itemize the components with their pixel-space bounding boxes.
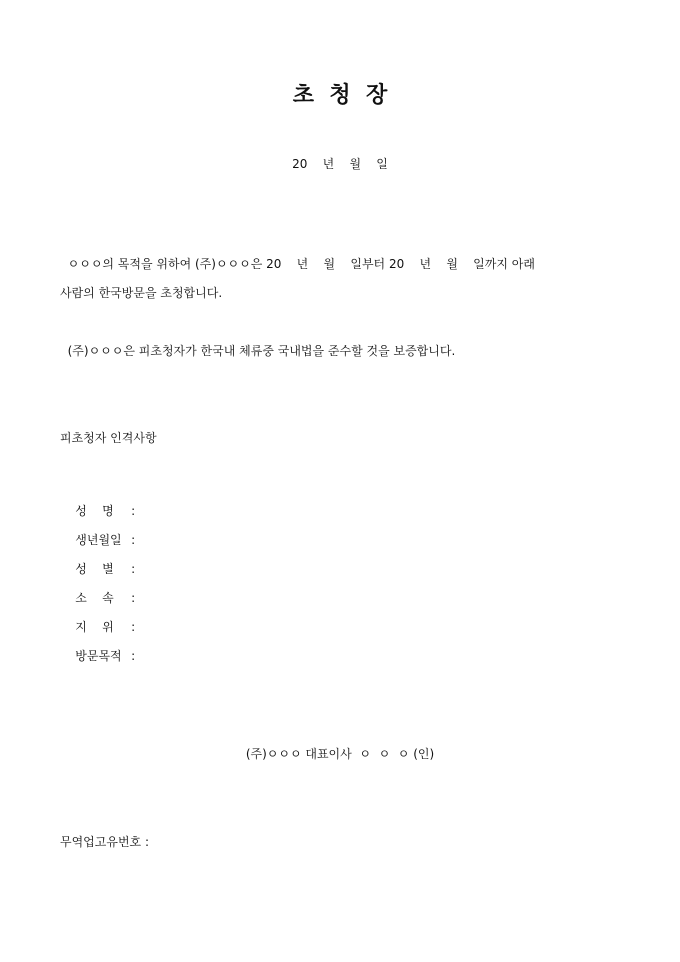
field-label: 생년월일	[75, 533, 122, 547]
field-separator: :	[127, 562, 136, 576]
trade-business-number: 무역업고유번호 :	[60, 835, 150, 849]
field-separator: :	[127, 591, 136, 605]
field-label: 소 속	[75, 591, 114, 605]
field-separator: :	[127, 620, 136, 634]
field-separator: :	[127, 533, 136, 547]
signer-line: (주)ㅇㅇㅇ 대표이사 ㅇ ㅇ ㅇ (인)	[245, 747, 435, 761]
guarantee-paragraph: (주)ㅇㅇㅇ은 피초청자가 한국내 체류중 국내법을 준수할 것을 보증합니다.	[60, 344, 456, 358]
date-line: 20 년 월 일	[292, 157, 388, 171]
field-label: 성 별	[75, 562, 114, 576]
document-title: 초 청 장	[292, 82, 388, 108]
field-label: 성 명	[75, 504, 114, 518]
invitation-paragraph-line-1: ㅇㅇㅇ의 목적을 위하여 (주)ㅇㅇㅇ은 20 년 월 일부터 20 년 월 일까지 아래	[60, 257, 535, 271]
section-title-invitee-info: 피초청자 인격사항	[60, 431, 157, 445]
field-separator: :	[127, 649, 136, 663]
field-visit-purpose	[60, 632, 135, 680]
field-separator: :	[127, 504, 136, 518]
invitation-paragraph-line-2: 사람의 한국방문을 초청합니다.	[60, 286, 223, 300]
field-label: 방문목적	[75, 649, 122, 663]
field-label: 지 위	[75, 620, 114, 634]
